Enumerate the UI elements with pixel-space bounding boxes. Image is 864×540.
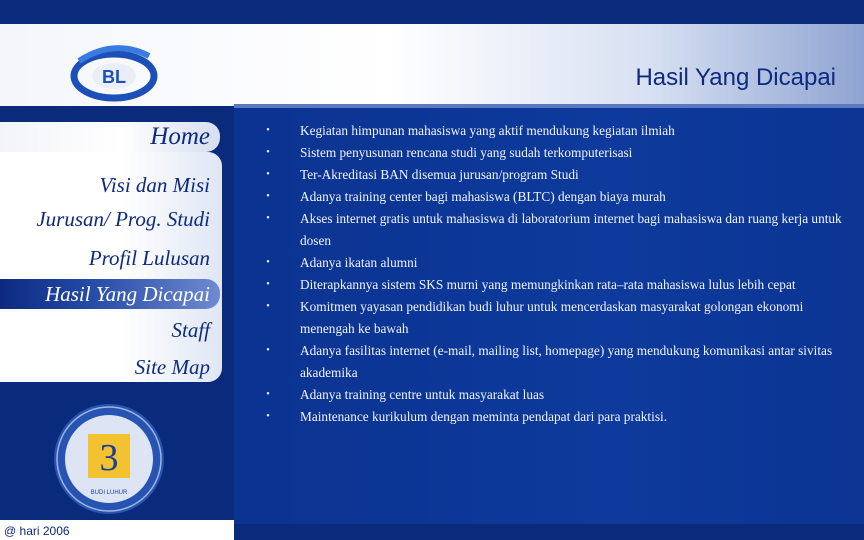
achievement-list <box>262 120 842 428</box>
list-item <box>262 142 842 164</box>
list-item <box>262 274 842 296</box>
bullet-icon: • <box>266 257 270 268</box>
bullet-icon: • <box>266 411 270 422</box>
list-item-text: Adanya training center bagi mahasiswa (BLTC) dengan biaya murah <box>300 189 666 204</box>
list-item <box>262 252 842 274</box>
list-item <box>262 340 842 384</box>
list-item-text: Adanya ikatan alumni <box>300 255 418 270</box>
bullet-icon: • <box>266 169 270 180</box>
logo-text: BL <box>102 67 126 87</box>
list-item-text: Adanya fasilitas internet (e-mail, mailing list, homepage) yang mendukung komunikasi antar sivitas akademika <box>300 343 833 380</box>
footer-credit: @ hari 2006 <box>4 524 70 538</box>
bullet-icon: • <box>266 191 270 202</box>
sidebar-item-home[interactable]: Home <box>0 122 220 152</box>
seal-text: BUDI LUHUR <box>90 490 128 496</box>
list-item <box>262 406 842 428</box>
sidebar-item-hasil[interactable]: Hasil Yang Dicapai <box>0 279 220 309</box>
list-item <box>262 164 842 186</box>
sidebar-item-staff[interactable]: Staff <box>171 318 210 342</box>
sidebar-item-profil-lulusan[interactable]: Profil Lulusan <box>88 246 210 270</box>
bl-logo-icon <box>64 36 164 106</box>
header-divider <box>234 104 864 108</box>
page-title: Hasil Yang Dicapai <box>635 64 836 91</box>
list-item-text: Ter-Akreditasi BAN disemua jurusan/program Studi <box>300 167 579 182</box>
list-item-text: Komitmen yayasan pendidikan budi luhur untuk mencerdaskan masyarakat golongan ekonomi menengah ke bawah <box>300 299 804 336</box>
list-item-text: Sistem penyusunan rencana studi yang sudah terkomputerisasi <box>300 145 633 160</box>
list-item <box>262 208 842 252</box>
bullet-icon: • <box>266 147 270 158</box>
sidebar-item-jurusan[interactable]: Jurusan/ Prog. Studi <box>36 207 210 231</box>
bullet-icon: • <box>266 345 270 356</box>
university-seal-icon <box>52 402 166 516</box>
svg-text:3: 3 <box>99 437 119 479</box>
bullet-icon: • <box>266 125 270 136</box>
bullet-icon: • <box>266 279 270 290</box>
sidebar-item-site-map[interactable]: Site Map <box>134 355 210 379</box>
list-item-text: Kegiatan himpunan mahasiswa yang aktif mendukung kegiatan ilmiah <box>300 123 675 138</box>
footer-bar-right <box>234 524 864 540</box>
bullet-icon: • <box>266 389 270 400</box>
list-item-text: Adanya training centre untuk masyarakat luas <box>300 387 545 402</box>
list-item <box>262 120 842 142</box>
list-item <box>262 296 842 340</box>
sidebar-item-visi-misi[interactable]: Visi dan Misi <box>99 173 210 197</box>
bullet-icon: • <box>266 301 270 312</box>
list-item-text: Akses internet gratis untuk mahasiswa di laboratorium internet bagi mahasiswa dan ruang kerja untuk dosen <box>300 211 842 248</box>
list-item-text: Maintenance kurikulum dengan meminta pendapat dari para praktisi. <box>300 409 668 424</box>
top-band <box>234 0 864 24</box>
list-item <box>262 186 842 208</box>
list-item-text: Diterapkannya sistem SKS murni yang memungkinkan rata–rata mahasiswa lulus lebih cepat <box>300 277 796 292</box>
bullet-icon: • <box>266 213 270 224</box>
list-item <box>262 384 842 406</box>
